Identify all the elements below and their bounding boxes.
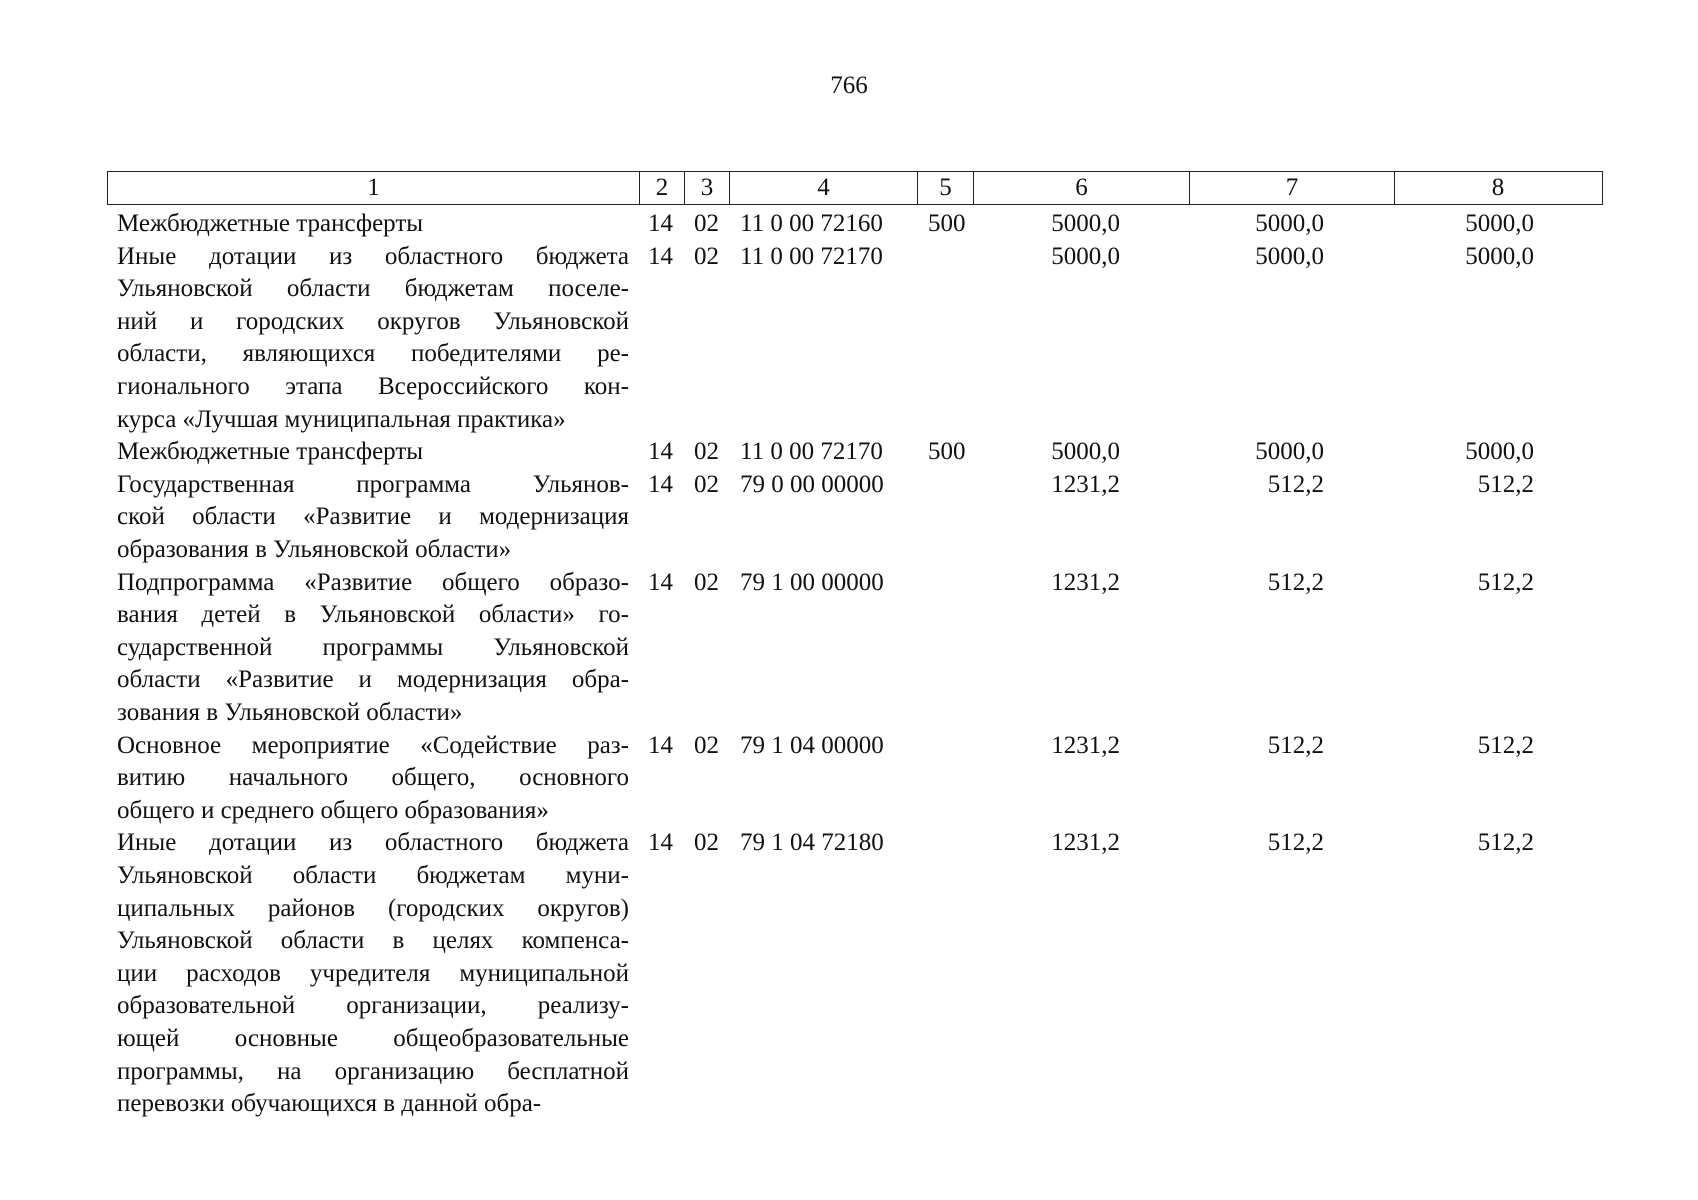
description-line: витию начального общего, основного (117, 764, 629, 792)
cell-col-2: 14 (648, 438, 673, 466)
description-line: Государственная программа Ульянов- (117, 470, 629, 498)
cell-col-7: 512,2 (1267, 731, 1324, 759)
description-line: ципальных районов (городских округов) (117, 894, 629, 922)
description-line: гионального этапа Всероссийского кон- (117, 372, 629, 400)
cell-col-2: 14 (648, 242, 673, 270)
header-col-8: 8 (1394, 172, 1601, 204)
header-col-2: 2 (639, 172, 684, 204)
description-line: Ульяновской области бюджетам поселе- (117, 275, 629, 303)
cell-col-6: 1231,2 (1051, 731, 1120, 759)
description-line: сударственной программы Ульяновской (117, 633, 629, 661)
table-header (107, 171, 1603, 205)
cell-col-8: 5000,0 (1465, 242, 1534, 270)
cell-col-3: 02 (694, 731, 719, 759)
cell-col-7: 5000,0 (1255, 242, 1324, 270)
cell-col-4: 11 0 00 72160 (740, 210, 883, 237)
description-line: Основное мероприятие «Содействие раз- (117, 731, 629, 759)
description-line: Межбюджетные трансферты (117, 438, 424, 466)
cell-col-4: 79 1 04 72180 (740, 829, 884, 857)
description-line: общего и среднего общего образования» (117, 796, 549, 824)
row-description (117, 827, 629, 1120)
description-line: области «Развитие и модернизация обра- (117, 666, 629, 694)
cell-col-7: 5000,0 (1255, 438, 1324, 466)
cell-col-8: 5000,0 (1465, 438, 1534, 466)
cell-col-6: 5000,0 (1051, 210, 1120, 237)
cell-col-7: 5000,0 (1255, 210, 1324, 237)
cell-col-8: 512,2 (1477, 829, 1534, 857)
description-line: Подпрограмма «Развитие общего образо- (117, 568, 629, 596)
cell-col-6: 1231,2 (1051, 470, 1120, 498)
cell-col-2: 14 (648, 568, 673, 596)
header-col-7: 7 (1189, 172, 1394, 204)
cell-col-6: 1231,2 (1051, 829, 1120, 857)
row-description (117, 436, 629, 469)
description-line: Иные дотации из областного бюджета (117, 829, 629, 857)
description-line: Ульяновской области бюджетам муни- (117, 861, 629, 889)
description-line: вания детей в Ульяновской области» го- (117, 601, 629, 629)
cell-col-4: 79 1 04 00000 (740, 731, 884, 759)
description-line: Иные дотации из областного бюджета (117, 242, 629, 270)
cell-col-2: 14 (648, 470, 673, 498)
row-description (117, 241, 629, 437)
cell-col-4: 79 1 00 00000 (740, 568, 884, 596)
description-line: ции расходов учредителя муниципальной (117, 959, 629, 987)
cell-col-6: 5000,0 (1051, 242, 1120, 270)
cell-col-4: 11 0 00 72170 (740, 438, 883, 466)
cell-col-3: 02 (694, 242, 719, 270)
cell-col-2: 14 (648, 731, 673, 759)
cell-col-3: 02 (694, 829, 719, 857)
description-line: ской области «Развитие и модернизация (117, 503, 629, 531)
description-line: курса «Лучшая муниципальная практика» (117, 405, 566, 433)
description-line: ний и городских округов Ульяновской (117, 307, 629, 335)
description-line: образовательной организации, реализу- (117, 992, 629, 1020)
cell-col-8: 512,2 (1477, 470, 1534, 498)
cell-col-7: 512,2 (1267, 568, 1324, 596)
cell-col-4: 11 0 00 72170 (740, 242, 883, 270)
header-col-4: 4 (729, 172, 917, 204)
row-description (117, 567, 629, 730)
cell-col-7: 512,2 (1267, 470, 1324, 498)
cell-col-2: 14 (648, 829, 673, 857)
cell-col-5: 500 (928, 210, 966, 237)
cell-col-3: 02 (694, 470, 719, 498)
header-col-3: 3 (684, 172, 729, 204)
cell-col-6: 5000,0 (1051, 438, 1120, 466)
description-line: области, являющихся победителями ре- (117, 340, 629, 368)
cell-col-6: 1231,2 (1051, 568, 1120, 596)
row-description (117, 469, 629, 567)
header-col-5: 5 (917, 172, 973, 204)
page-number: 766 (830, 72, 868, 99)
cell-col-8: 512,2 (1477, 568, 1534, 596)
cell-col-8: 512,2 (1477, 731, 1534, 759)
cell-col-3: 02 (694, 210, 719, 237)
row-description (117, 208, 629, 241)
description-line: Ульяновской области в целях компенса- (117, 927, 629, 955)
cell-col-3: 02 (694, 438, 719, 466)
description-line: программы, на организацию бесплатной (117, 1057, 629, 1085)
row-description (117, 730, 629, 828)
header-col-6: 6 (973, 172, 1189, 204)
description-line: Межбюджетные трансферты (117, 210, 424, 237)
cell-col-4: 79 0 00 00000 (740, 470, 884, 498)
description-line: образования в Ульяновской области» (117, 535, 512, 563)
header-col-1: 1 (367, 174, 380, 201)
cell-col-7: 512,2 (1267, 829, 1324, 857)
description-line: ющей основные общеобразовательные (117, 1024, 629, 1052)
cell-col-8: 5000,0 (1465, 210, 1534, 237)
description-line: зования в Ульяновской области» (117, 698, 463, 726)
cell-col-5: 500 (928, 438, 966, 466)
cell-col-3: 02 (694, 568, 719, 596)
description-line: перевозки обучающихся в данной обра- (117, 1090, 542, 1118)
cell-col-2: 14 (648, 210, 673, 237)
